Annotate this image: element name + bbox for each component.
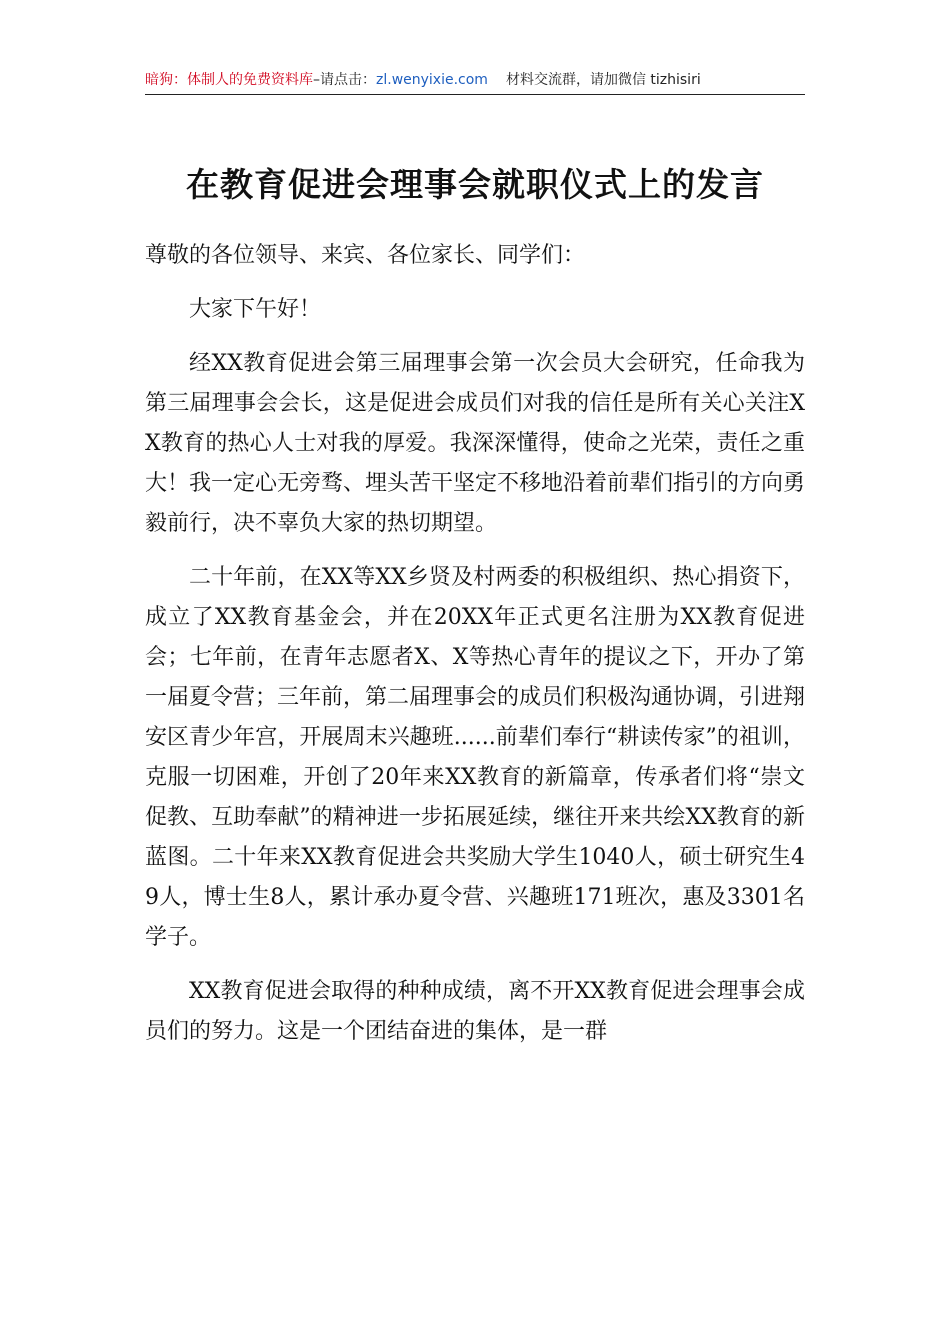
greeting: 大家下午好！: [189, 297, 322, 322]
document-body: [145, 236, 805, 1052]
header-click-text: –请点击：: [313, 72, 376, 88]
paragraph-2: 二十年前，在XX等XX乡贤及村两委的积极组织、热心捐资下，成立了XX教育基金会，并在20XX年正式更名注册为XX教育促进会；七年前，在青年志愿者X、X等热心青年的提议之下，开办了第一届夏令营；三年前，第二届理事会的成员们积极沟通协调，引进翔安区青少年宫，开展周末兴趣班......前辈们奉行“耕读传家”的祖训，克服一切困难，开创了20年来XX教育的新篇章，传承者们将“崇文促教、互助奉献”的精神进一步拓展延续，继往开来共绘XX教育的新蓝图。二十年来XX教育促进会共奖励大学生1040人，硕士研究生49人，博士生8人，累计承办夏令营、兴趣班171班次，惠及3301名学子。: [145, 565, 806, 950]
paragraph-3: XX教育促进会取得的种种成绩，离不开XX教育促进会理事会成员们的努力。这是一个团结奋进的集体，是一群: [145, 979, 805, 1044]
header-group-text: 材料交流群，请加微信 tizhisiri: [505, 72, 701, 88]
header-url-link[interactable]: zl.wenyixie.com: [376, 72, 488, 88]
salutation: 尊敬的各位领导、来宾、各位家长、同学们：: [145, 243, 586, 268]
page-header: [145, 70, 805, 95]
paragraph-1: 经XX教育促进会第三届理事会第一次会员大会研究，任命我为第三届理事会会长，这是促进会成员们对我的信任是所有关心关注XX教育的热心人士对我的厚爱。我深深懂得，使命之光荣，责任之重大！我一定心无旁骛、埋头苦干坚定不移地沿着前辈们指引的方向勇毅前行，决不辜负大家的热切期望。: [145, 351, 806, 536]
header-brand: 暗狗：体制人的免费资料库: [145, 72, 313, 88]
document-title: 在教育促进会理事会就职仪式上的发言: [186, 165, 764, 204]
